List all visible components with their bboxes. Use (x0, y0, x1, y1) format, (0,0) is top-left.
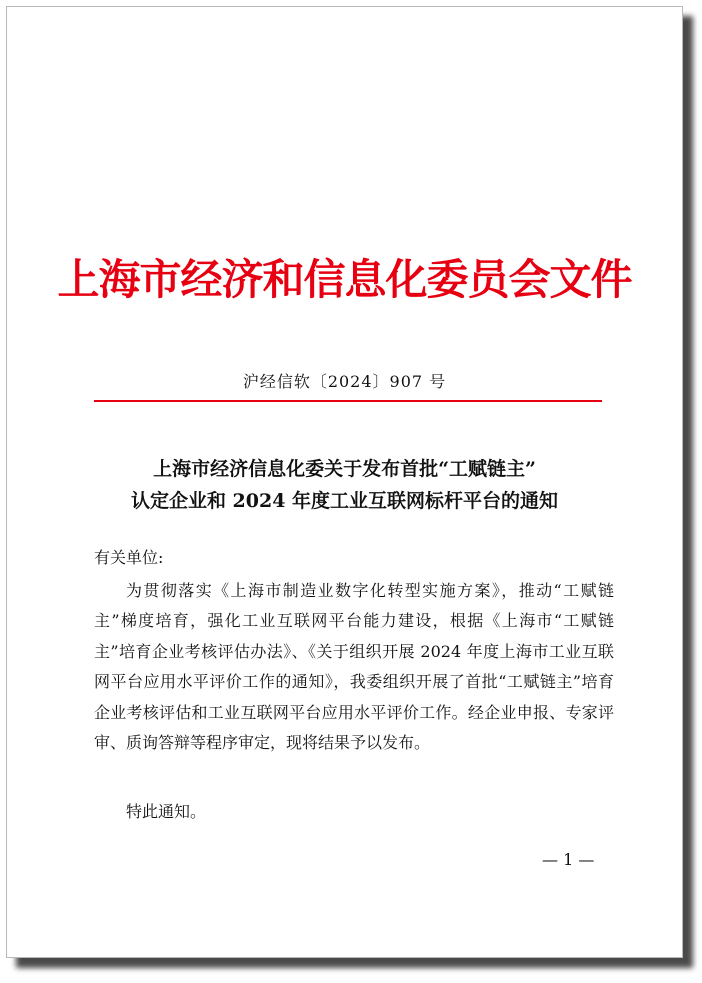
red-separator-line (94, 400, 602, 402)
closing-line: 特此通知。 (126, 802, 207, 821)
notice-title-line-2: 认定企业和 2024 年度工业互联网标杆平台的通知 (130, 490, 559, 512)
body-paragraph: 为贯彻落实《上海市制造业数字化转型实施方案》，推动“工赋链主”梯度培育，强化工业互联网平台能力建设，根据《上海市“工赋链主”培育企业考核评估办法》、《关于组织开展 2024 年度上海市工业互联网平台应用水平评价工作的通知》，我委组织开展了首批“工赋链主”培育企业考核评估和工业互联网平台应用水平评价工作。经企业申报、专家评审、质询答辩等程序审定，现将结果予以发布。 (94, 581, 614, 753)
notice-title-line-1: 上海市经济信息化委关于发布首批“工赋链主” (153, 458, 536, 480)
salutation: 有关单位: (94, 548, 164, 567)
notice-title (7, 453, 682, 517)
organization-header-title: 上海市经济和信息化委员会文件 (57, 255, 632, 304)
document-page (6, 6, 683, 958)
document-number: 沪经信软〔2024〕907 号 (242, 372, 447, 391)
page-number: — 1 — (542, 850, 595, 869)
